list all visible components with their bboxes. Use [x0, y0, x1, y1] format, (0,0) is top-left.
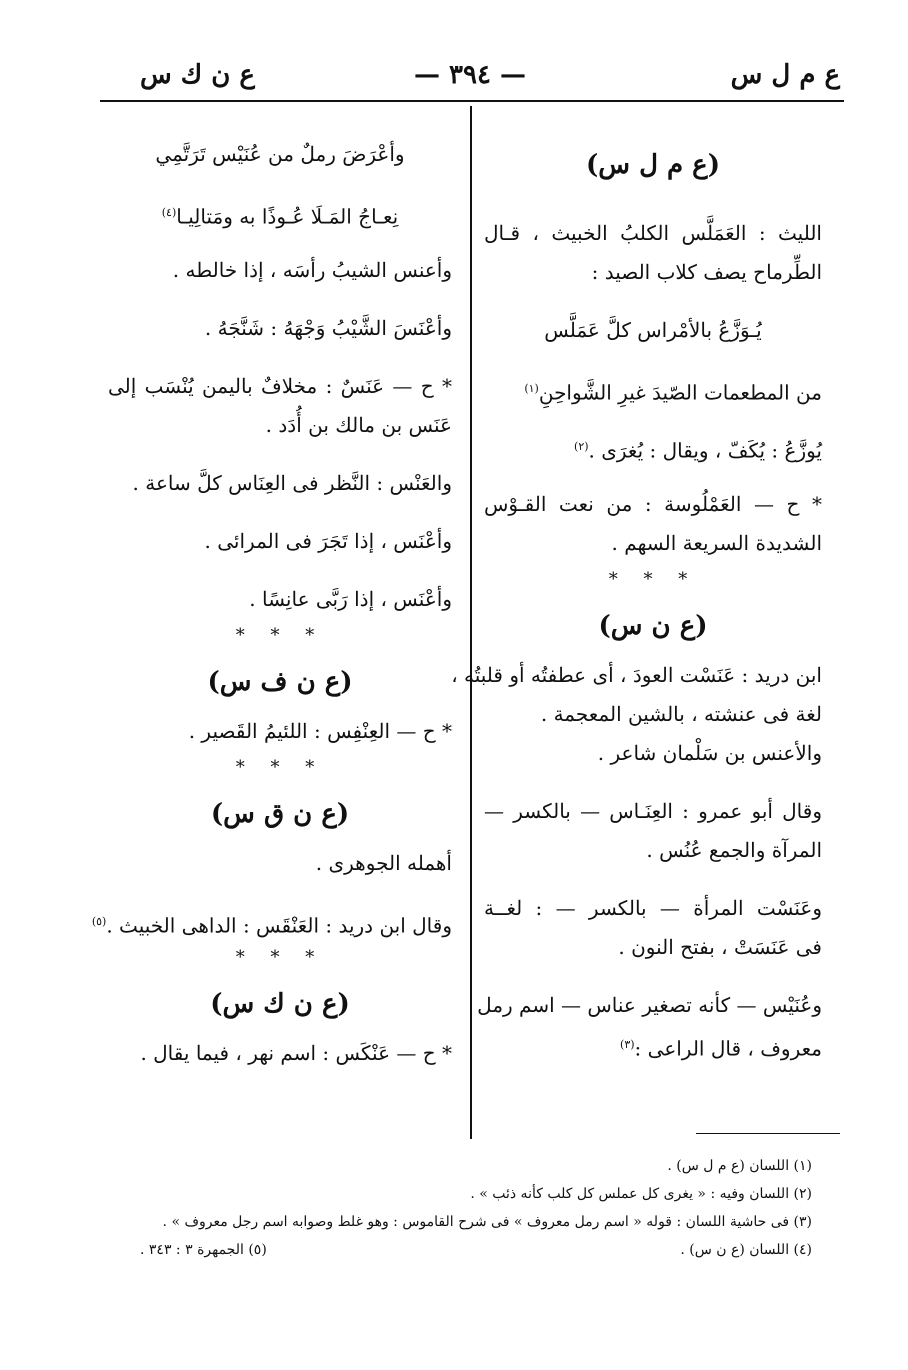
header-root-right: ع م ل س — [730, 60, 840, 90]
body-line: * ح — العَمْلُوسة : من نعت القـوْس — [484, 492, 822, 516]
footnotes — [140, 1152, 812, 1264]
body-line: ابن دريد : عَنَسْت العودَ ، أى عطفتُه أو قلبتُه ، — [451, 663, 822, 687]
verse-line: يُـوَزَّعُ بالأمْراس كلَّ عَمَلَّس — [544, 318, 762, 342]
body-text: يُوزَّعُ : يُكَفّ ، ويقال : يُغرَى . — [588, 438, 822, 463]
body-line: وأعنس الشيبُ رأسَه ، إذا خالطه . — [172, 258, 452, 282]
footnote: (٥) الجمهرة ٣ : ٣٤٣ . — [140, 1242, 267, 1258]
body-line — [484, 427, 822, 466]
verse-line — [484, 369, 822, 408]
body-line: وأعْنَسَ الشَّيْبُ وَجْهَهُ : شَنَّجَهُ . — [204, 316, 452, 340]
body-line: أهمله الجوهرى . — [315, 851, 452, 875]
body-line: وأعْنَس ، إذا تَجَرَ فى المرائى . — [204, 529, 452, 553]
footnote-marker: (٤) — [161, 206, 177, 219]
body-line: فى عَنَسَتْ ، بفتح النون . — [618, 935, 822, 959]
body-line — [91, 902, 452, 941]
footnote: (١) اللسان (ع م ل س) . — [667, 1158, 812, 1174]
body-line: عَنَس بن مالك بن أُدَد . — [265, 413, 452, 437]
body-line: والأعنس بن سَلْمان شاعر . — [597, 741, 822, 765]
header-rule — [100, 100, 844, 102]
verse-line — [108, 193, 452, 232]
header-root-left: ع ن ك س — [140, 60, 255, 90]
body-line: المرآة والجمع عُنُس . — [646, 838, 822, 862]
body-line: وعُنَيْس — كأنه تصغير عناس — اسم رمل — [477, 993, 822, 1017]
entry-heading-anqs: (ع ن ق س) — [210, 799, 350, 829]
verse-line: وأعْرَضَ رملٌ من عُنَيْس تَرَتَّمِي — [155, 142, 405, 166]
footnote-row — [140, 1236, 812, 1264]
entry-heading-anfs: (ع ن ف س) — [207, 667, 353, 697]
column-divider — [470, 106, 472, 1139]
entry-heading-ans: (ع ن س) — [598, 611, 708, 641]
body-line: لغة فى عنشته ، بالشين المعجمة . — [540, 702, 822, 726]
footnote: (٤) اللسان (ع ن س) . — [680, 1242, 812, 1258]
footnote-marker: (١) — [524, 382, 539, 395]
footnote-marker: (٥) — [91, 915, 107, 928]
body-line: وقال أبو عمرو : العِنَـاس — بالكسر — — [484, 799, 822, 823]
body-text: وقال ابن دريد : العَنْقَس : الداهى الخبيث . — [106, 913, 452, 938]
body-line: * ح — العِنْفِس : اللئيمُ القَصير . — [188, 719, 452, 743]
body-line: الليث : العَمَلَّس الكلبُ الخبيث ، قـال — [484, 221, 822, 245]
body-line: الشديدة السريعة السهم . — [611, 531, 822, 555]
footnote-marker: (٣) — [620, 1038, 635, 1051]
verse-text: نِعـاجُ المَـلَا عُـوذًا به ومَتالِيـا — [176, 204, 399, 229]
footnote-rule — [696, 1133, 840, 1134]
right-column — [451, 135, 822, 1064]
verse-text: من المطعمات الصّيدَ غيرِ الشَّواحِنِ — [538, 380, 822, 405]
running-header — [100, 60, 840, 100]
body-text: معروف ، قال الراعى : — [634, 1036, 822, 1061]
left-column — [91, 135, 452, 1073]
section-separator: * * * — [235, 625, 325, 646]
body-line: * ح — عَنَسٌ : مخلافٌ باليمن يُنْسَب إلى — [108, 374, 452, 398]
body-line: الطِّرماح يصف كلاب الصيد : — [591, 260, 822, 284]
body-line: * ح — عَنْكَس : اسم نهر ، فيما يقال . — [140, 1041, 452, 1065]
entry-heading-amls: (ع م ل س) — [586, 150, 720, 180]
section-separator: * * * — [235, 757, 325, 778]
body-line: وأعْنَس ، إذا رَبَّى عانِسًا . — [249, 587, 452, 611]
entry-heading-anks: (ع ن ك س) — [210, 989, 350, 1019]
page-number: — ٣٩٤ — — [413, 60, 527, 90]
footnote-marker: (٢) — [574, 440, 589, 453]
section-separator: * * * — [608, 569, 698, 590]
body-line — [484, 1025, 822, 1064]
body-line: والعَنْس : النَّظر فى العِنَاس كلَّ ساعة . — [132, 471, 452, 495]
body-line: وعَنَسْت المرأة — بالكسر — : لغــة — [484, 896, 822, 920]
section-separator: * * * — [235, 947, 325, 968]
footnote: (٣) فى حاشية اللسان : قوله « اسم رمل معروف » فى شرح القاموس : وهو غلط وصوابه اسم رجل معروف » . — [162, 1214, 812, 1230]
footnote: (٢) اللسان وفيه : « يغرى كل عملس كل كلب كأنه ذئب » . — [470, 1186, 812, 1202]
